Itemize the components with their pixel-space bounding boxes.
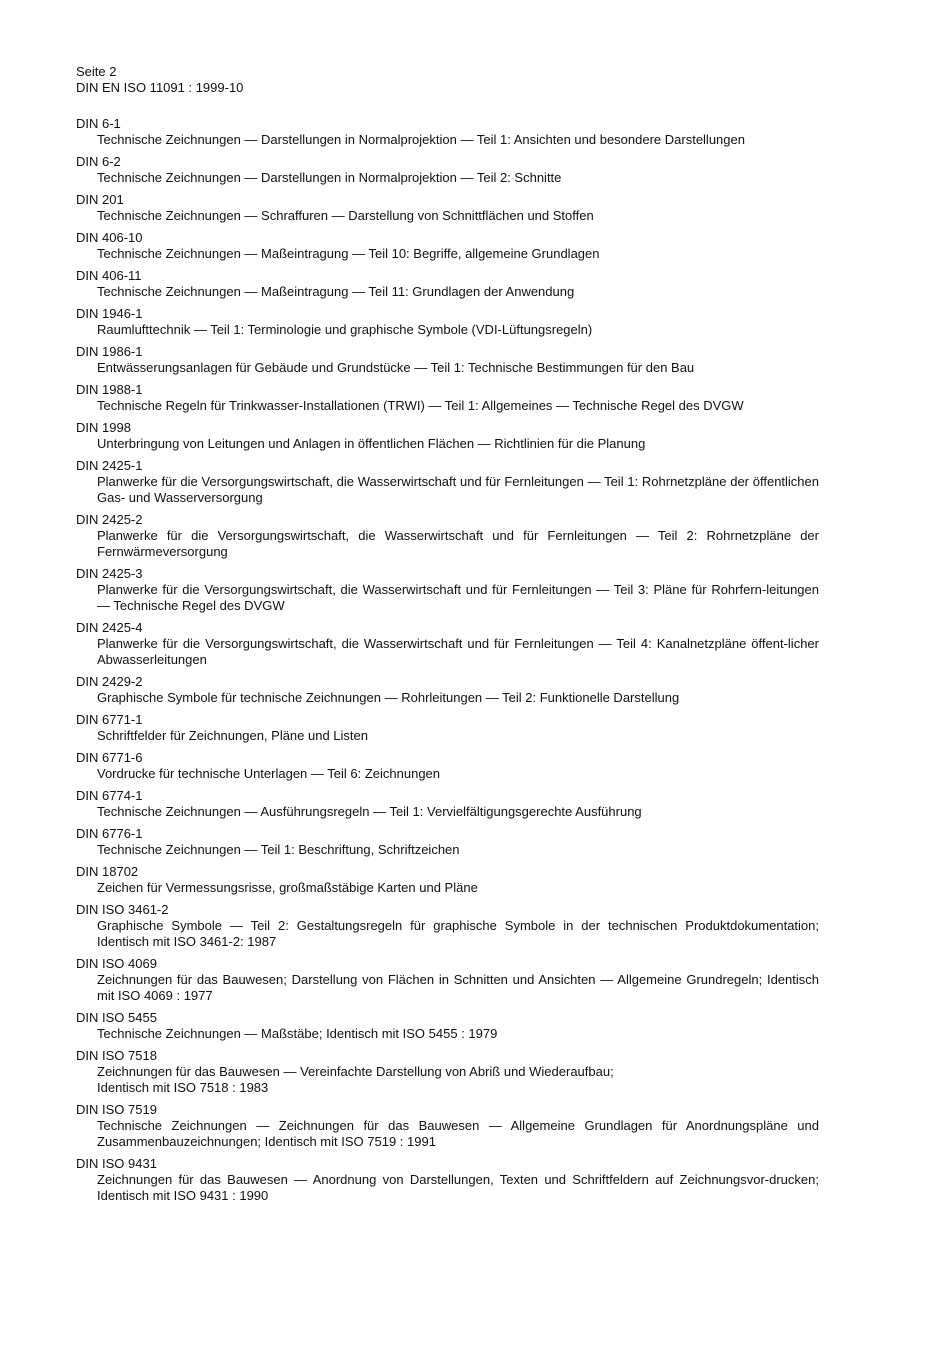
reference-title: Planwerke für die Versorgungswirtschaft, die Wasserwirtschaft und für Fernleitungen — Teil 2: Rohrnetzpläne der Fernwärmeversorgung [97, 528, 819, 559]
reference-title: Unterbringung von Leitungen und Anlagen in öffentlichen Flächen — Richtlinien für die Planung [97, 436, 646, 451]
reference-code: DIN 6776-1 [76, 826, 143, 841]
reference-code: DIN 6-2 [76, 154, 121, 169]
reference-code: DIN 1988-1 [76, 382, 143, 397]
reference-title: Technische Zeichnungen — Maßeintragung — Teil 10: Begriffe, allgemeine Grundlagen [97, 246, 600, 261]
document-id: DIN EN ISO 11091 : 1999-10 [76, 80, 244, 95]
reference-code: DIN 18702 [76, 864, 139, 879]
reference-list [76, 116, 819, 1204]
reference-code: DIN ISO 7519 [76, 1102, 157, 1117]
reference-entry [76, 344, 819, 376]
reference-title: Raumlufttechnik — Teil 1: Terminologie und graphische Symbole (VDI-Lüftungsregeln) [97, 322, 593, 337]
reference-entry [76, 674, 819, 706]
reference-entry [76, 382, 819, 414]
reference-code: DIN ISO 5455 [76, 1010, 157, 1025]
reference-title: Technische Regeln für Trinkwasser-Installationen (TRWI) — Teil 1: Allgemeines — Technische Regel des DVGW [97, 398, 744, 413]
reference-code: DIN 406-10 [76, 230, 143, 245]
reference-title: Graphische Symbole für technische Zeichnungen — Rohrleitungen — Teil 2: Funktionelle Darstellung [97, 690, 680, 705]
reference-title: Technische Zeichnungen — Maßstäbe; Identisch mit ISO 5455 : 1979 [97, 1026, 498, 1041]
reference-entry [76, 750, 819, 782]
reference-entry [76, 1048, 819, 1096]
reference-code: DIN ISO 7518 [76, 1048, 157, 1063]
reference-code: DIN 1998 [76, 420, 131, 435]
reference-entry [76, 712, 819, 744]
reference-title: Zeichnungen für das Bauwesen; Darstellung von Flächen in Schnitten und Ansichten — Allgemeine Grundregeln; Identisch mit ISO 4069 : 1977 [97, 972, 819, 1003]
reference-code: DIN 6-1 [76, 116, 121, 131]
reference-code: DIN 406-11 [76, 268, 142, 283]
reference-title: Technische Zeichnungen — Schraffuren — Darstellung von Schnittflächen und Stoffen [97, 208, 594, 223]
reference-entry [76, 864, 819, 896]
reference-title: Entwässerungsanlagen für Gebäude und Grundstücke — Teil 1: Technische Bestimmungen für den Bau [97, 360, 695, 375]
reference-code: DIN 1946-1 [76, 306, 143, 321]
reference-entry [76, 956, 819, 1004]
reference-code: DIN 2425-2 [76, 512, 143, 527]
reference-entry [76, 230, 819, 262]
page-number: Seite 2 [76, 64, 117, 79]
page-header [76, 64, 819, 96]
reference-code: DIN 201 [76, 192, 124, 207]
reference-entry [76, 512, 819, 560]
reference-entry [76, 566, 819, 614]
reference-code: DIN 2429-2 [76, 674, 143, 689]
reference-title: Zeichnungen für das Bauwesen — Anordnung von Darstellungen, Texten und Schriftfeldern auf Zeichnungsvor-drucken; Identisch mit ISO 9431 : 1990 [97, 1172, 819, 1203]
reference-entry [76, 1010, 819, 1042]
reference-entry [76, 458, 819, 506]
reference-title: Planwerke für die Versorgungswirtschaft, die Wasserwirtschaft und für Fernleitungen — Teil 1: Rohrnetzpläne der öffentlichen Gas- und Wasserversorgung [97, 474, 819, 505]
reference-entry [76, 192, 819, 224]
reference-entry [76, 902, 819, 950]
reference-title: Technische Zeichnungen — Darstellungen in Normalprojektion — Teil 2: Schnitte [97, 170, 562, 185]
reference-code: DIN 2425-4 [76, 620, 143, 635]
reference-code: DIN 2425-3 [76, 566, 143, 581]
reference-code: DIN 6771-6 [76, 750, 143, 765]
reference-title: Planwerke für die Versorgungswirtschaft, die Wasserwirtschaft und für Fernleitungen — Teil 4: Kanalnetzpläne öffent-licher Abwasserleitungen [97, 636, 819, 667]
reference-code: DIN 6771-1 [76, 712, 143, 727]
reference-title: Graphische Symbole — Teil 2: Gestaltungsregeln für graphische Symbole in der technischen Produktdokumentation; Identisch mit ISO 3461-2: 1987 [97, 918, 819, 949]
reference-title: Technische Zeichnungen — Maßeintragung — Teil 11: Grundlagen der Anwendung [97, 284, 575, 299]
reference-title: Technische Zeichnungen — Zeichnungen für das Bauwesen — Allgemeine Grundlagen für Anordnungspläne und Zusammenbauzeichnungen; Identisch mit ISO 7519 : 1991 [97, 1118, 819, 1149]
reference-entry [76, 116, 819, 148]
reference-code: DIN ISO 9431 [76, 1156, 157, 1171]
reference-entry [76, 620, 819, 668]
reference-entry [76, 420, 819, 452]
reference-title: Technische Zeichnungen — Darstellungen in Normalprojektion — Teil 1: Ansichten und besondere Darstellungen [97, 132, 745, 147]
reference-title: Technische Zeichnungen — Teil 1: Beschriftung, Schriftzeichen [97, 842, 460, 857]
reference-entry [76, 154, 819, 186]
reference-entry [76, 1102, 819, 1150]
reference-title: Planwerke für die Versorgungswirtschaft, die Wasserwirtschaft und für Fernleitungen — Teil 3: Pläne für Rohrfern-leitungen — Technische Regel des DVGW [97, 582, 819, 613]
reference-entry [76, 1156, 819, 1204]
reference-title: Vordrucke für technische Unterlagen — Teil 6: Zeichnungen [97, 766, 441, 781]
reference-code: DIN 2425-1 [76, 458, 143, 473]
reference-title: Technische Zeichnungen — Ausführungsregeln — Teil 1: Vervielfältigungsgerechte Ausführung [97, 804, 642, 819]
reference-code: DIN ISO 4069 [76, 956, 157, 971]
document-page [76, 64, 819, 1210]
reference-code: DIN 1986-1 [76, 344, 143, 359]
reference-title: Schriftfelder für Zeichnungen, Pläne und Listen [97, 728, 369, 743]
reference-code: DIN 6774-1 [76, 788, 143, 803]
reference-entry [76, 306, 819, 338]
reference-entry [76, 268, 819, 300]
reference-entry [76, 788, 819, 820]
reference-entry [76, 826, 819, 858]
reference-title: Zeichnungen für das Bauwesen — Vereinfachte Darstellung von Abriß und Wiederaufbau; Identisch mit ISO 7518 : 1983 [97, 1064, 614, 1095]
reference-code: DIN ISO 3461-2 [76, 902, 169, 917]
reference-title: Zeichen für Vermessungsrisse, großmaßstäbige Karten und Pläne [97, 880, 478, 895]
